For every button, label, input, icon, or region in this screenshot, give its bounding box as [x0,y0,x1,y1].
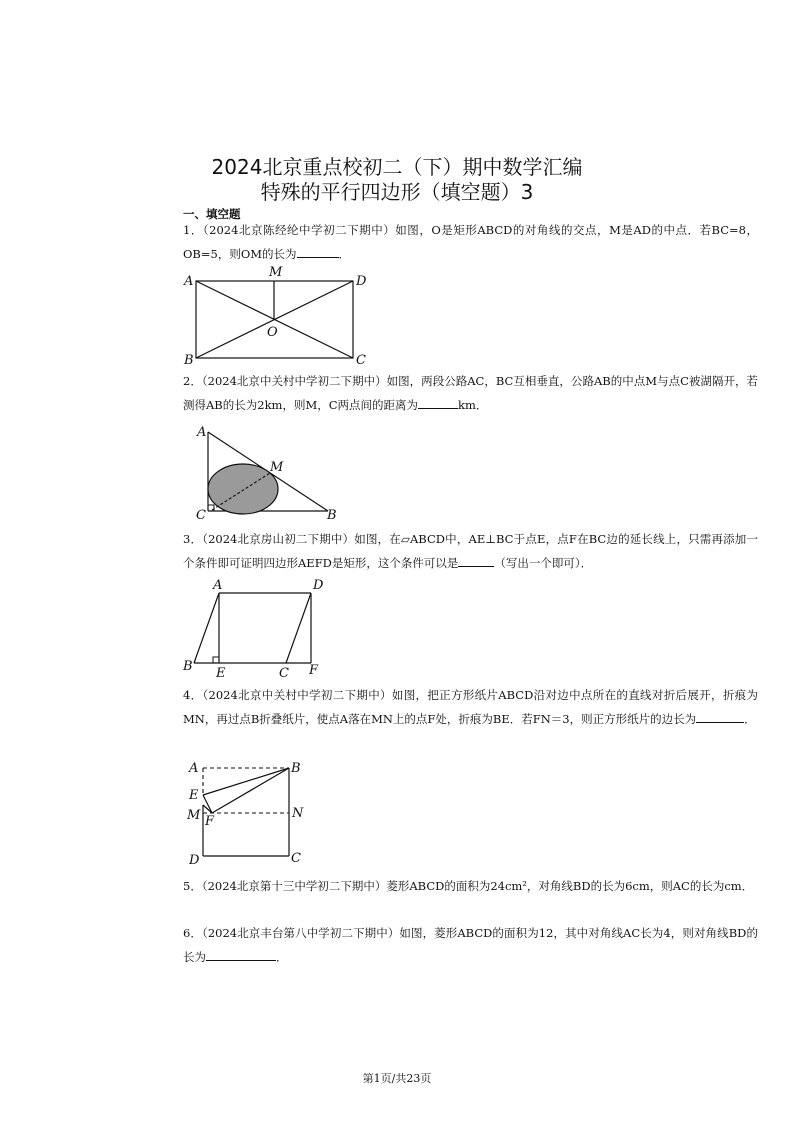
answer-blank [458,552,494,567]
question-2: 2．（2024北京中关村中学初二下期中）如图，两段公路AC，BC互相垂直，公路AB的中点M与点C被湖隔开，若测得AB的长为2km，则M，C两点间的距离为 km． [183,374,758,412]
label-O: O [267,325,278,340]
label-A: A [213,578,223,593]
question-1: 1．（2024北京陈经纶中学初二下期中）如图，O是矩形ABCD的对角线的交点，M是AD的中点．若BC=8，OB=5，则OM的长为 ． [183,223,759,261]
label-N: N [292,806,304,821]
section-heading: 一、填空题 [183,207,241,221]
answer-blank [418,394,458,409]
label-C: C [196,508,206,523]
label-D: D [313,578,324,593]
question-6: 6．（2024北京丰台第八中学初二下期中）如图，菱形ABCD的面积为12，其中对角线AC长为4，则对角线BD的长为 ． [183,926,758,964]
answer-blank [206,946,276,961]
label-B: B [183,659,193,674]
label-B: B [184,353,194,368]
label-C: C [356,353,366,368]
figure-right-triangle-lake [193,423,353,523]
figure-rectangle [180,265,380,368]
label-F: F [309,663,319,678]
label-A: A [184,274,194,289]
label-B: B [327,508,337,523]
question-3: 3．（2024北京房山初二下期中）如图，在▱ABCD中，AE⊥BC于点E，点F在BC边的延长线上，只需再添加一个条件即可证明四边形AEFD是矩形，这个条件可以是 （写出一个即可）． [183,532,758,570]
label-D: D [356,274,367,289]
label-M: M [187,808,201,823]
figure-folded-square [184,758,324,868]
page-subtitle: 特殊的平行四边形（填空题）3 [260,180,534,204]
label-E: E [189,788,199,803]
figure-parallelogram [181,578,341,681]
label-B: B [291,761,301,776]
label-C: C [279,666,289,681]
label-E: E [216,666,226,681]
label-C: C [291,851,301,866]
label-M: M [269,265,283,280]
question-4: 4．（2024北京中关村中学初二下期中）如图，把正方形纸片ABCD沿对边中点所在的直线对折后展开，折痕为MN，再过点B折叠纸片，使点A落在MN上的点F处，折痕为BE．若FN＝3，则正方形纸片的边长为 ． [183,688,758,726]
label-F: F [205,814,215,829]
answer-blank [297,243,339,258]
label-D: D [189,853,200,868]
label-M: M [270,460,284,475]
label-A: A [197,425,207,440]
label-A: A [189,761,199,776]
page-title: 2024北京重点校初二（下）期中数学汇编 [211,155,583,179]
answer-blank [696,708,744,723]
page-footer: 第1页/共23页 [362,1072,432,1085]
question-5: 5．（2024北京第十三中学初二下期中）菱形ABCD的面积为24cm²，对角线BD的长为6cm，则AC的长为cm． [183,879,754,893]
